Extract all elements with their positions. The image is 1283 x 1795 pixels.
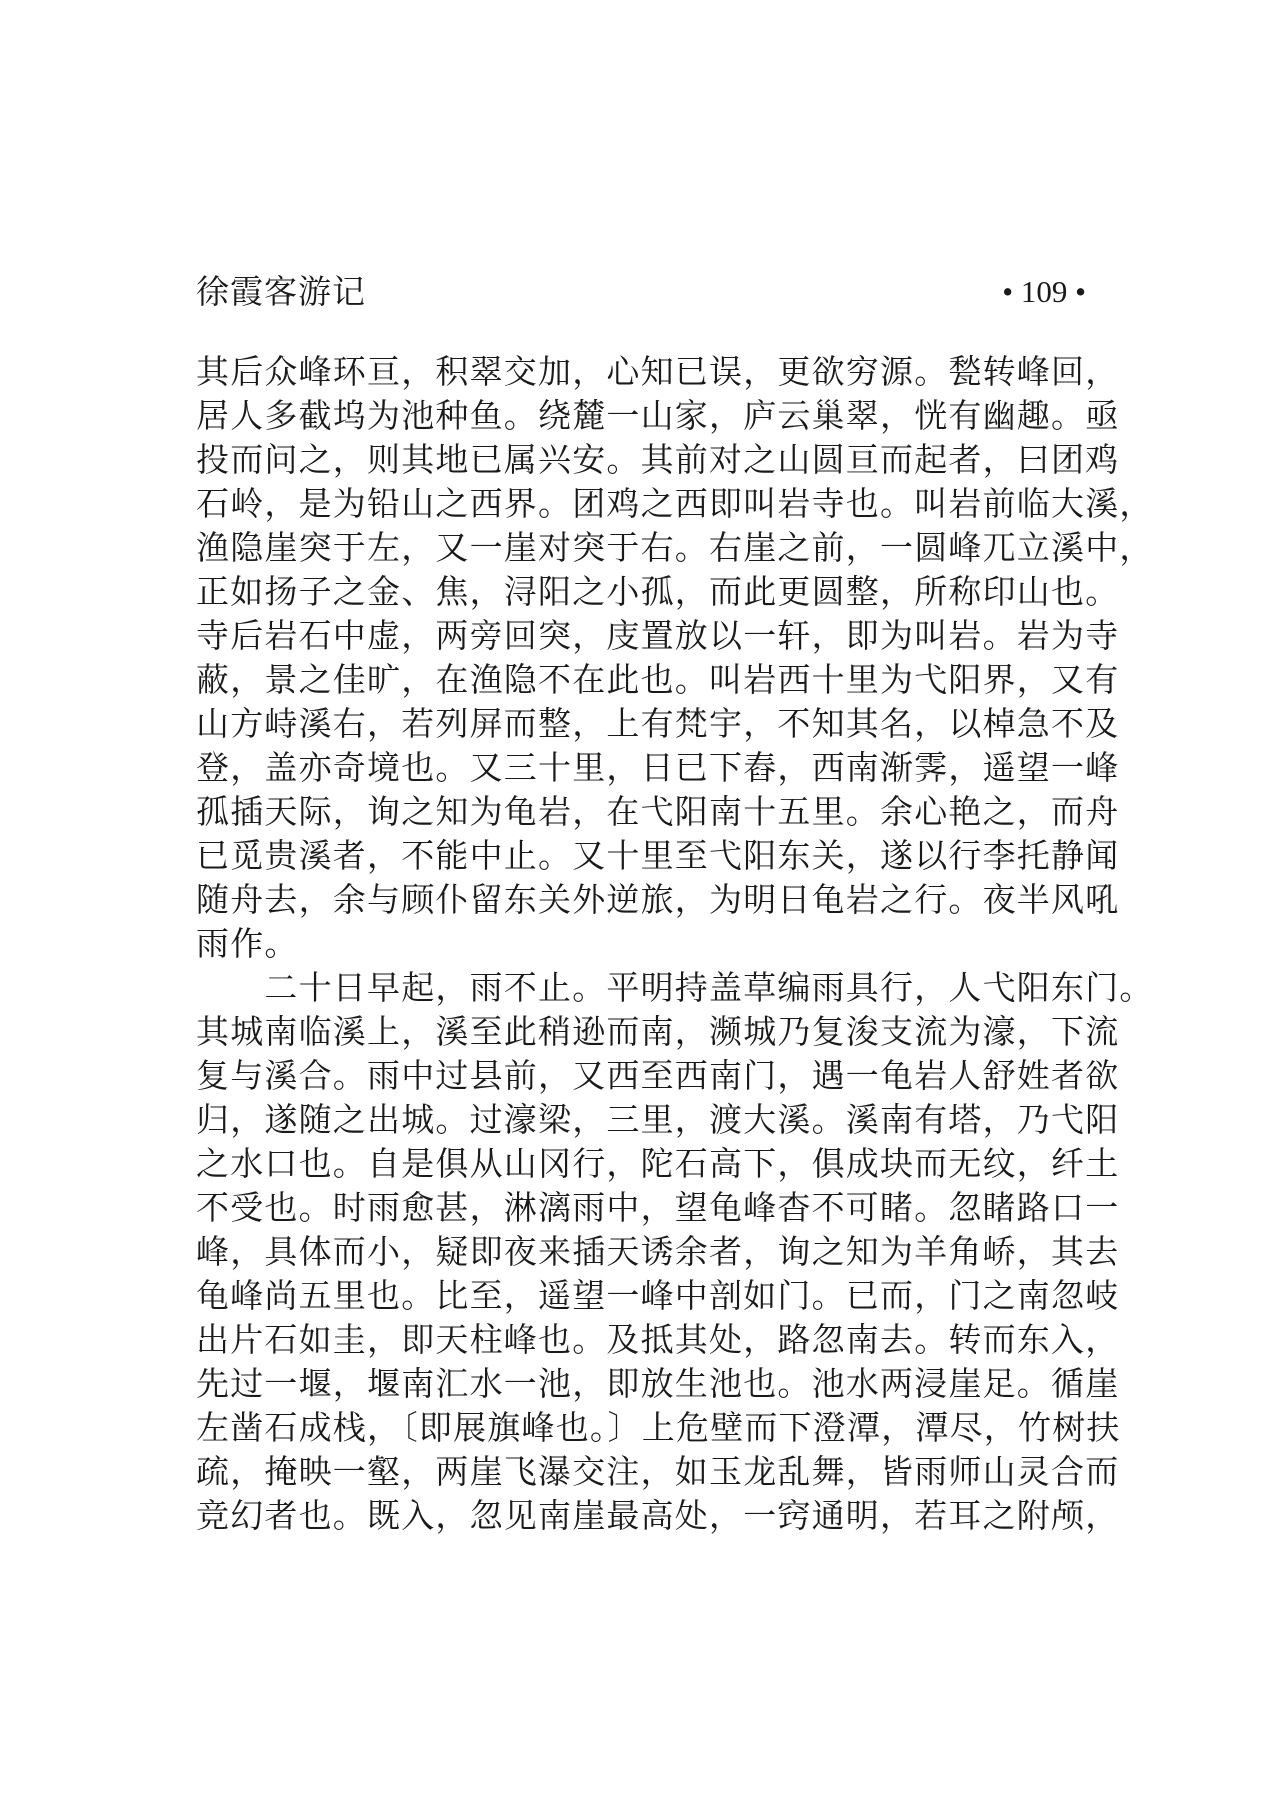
text-body: [196, 350, 1154, 1538]
text-line: 孤插天际，询之知为龟岩，在弋阳南十五里。余心艳之，而舟: [196, 792, 1120, 831]
text-line: 渔隐崖突于左，又一崖对突于右。右崖之前，一圆峰兀立溪中，: [196, 528, 1154, 567]
text-line: 出片石如圭，即天柱峰也。及抵其处，路忽南去。转而东入，: [196, 1320, 1120, 1359]
text-line: 已觅贵溪者，不能中止。又十里至弋阳东关，遂以行李托静闻: [196, 836, 1120, 875]
text-line: 竞幻者也。既入，忽见南崖最高处，一窍通明，若耳之附颅，: [196, 1496, 1120, 1535]
text-line: 随舟去，余与顾仆留东关外逆旅，为明日龟岩之行。夜半风吼: [196, 880, 1120, 919]
book-title: 徐霞客游记: [196, 272, 366, 311]
text-line: 归，遂随之出城。过濠梁，三里，渡大溪。溪南有塔，乃弋阳: [196, 1100, 1120, 1139]
text-line: 山方峙溪右，若列屏而整，上有梵宇，不知其名，以棹急不及: [196, 704, 1120, 743]
text-line: 其城南临溪上，溪至此稍逊而南，濒城乃复浚支流为濠，下流: [196, 1012, 1120, 1051]
text-line: 寺后岩石中虚，两旁回突，庋置放以一轩，即为叫岩。岩为寺: [196, 616, 1120, 655]
text-line: 左凿石成栈，〔即展旗峰也。〕上危壁而下澄潭，潭尽，竹树扶: [196, 1408, 1121, 1447]
text-line: 先过一堰，堰南汇水一池，即放生池也。池水两浸崖足。循崖: [196, 1364, 1120, 1403]
text-line: 龟峰尚五里也。比至，遥望一峰中剖如门。已而，门之南忽岐: [196, 1276, 1120, 1315]
page-header: [196, 268, 1086, 316]
text-line: 其后众峰环亘，积翠交加，心知已误，更欲穷源。甃转峰回，: [196, 352, 1120, 391]
text-line: 峰，具体而小，疑即夜来插天诱余者，询之知为羊角峤，其去: [196, 1232, 1120, 1271]
text-line: 居人多截坞为池种鱼。绕麓一山家，庐云巢翠，恍有幽趣。亟: [196, 396, 1120, 435]
text-line: 石岭，是为铅山之西界。团鸡之西即叫岩寺也。叫岩前临大溪，: [196, 484, 1154, 523]
text-line: 蔽，景之佳旷，在渔隐不在此也。叫岩西十里为弋阳界，又有: [196, 660, 1120, 699]
text-line: 正如扬子之金、焦，浔阳之小孤，而此更圆整，所称印山也。: [196, 572, 1120, 611]
page-number: • 109 •: [1002, 274, 1086, 309]
text-line: 复与溪合。雨中过县前，又西至西南门，遇一龟岩人舒姓者欲: [196, 1056, 1120, 1095]
text-line: 疏，掩映一壑，两崖飞瀑交注，如玉龙乱舞，皆雨师山灵合而: [196, 1452, 1120, 1491]
text-line: 登，盖亦奇境也。又三十里，日已下舂，西南渐霁，遥望一峰: [196, 748, 1120, 787]
text-line: 二十日早起，雨不止。平明持盖草编雨具行，人弋阳东门。: [196, 968, 1154, 1007]
text-line: 雨作。: [196, 924, 299, 963]
text-line: 之水口也。自是俱从山冈行，陀石高下，俱成块而无纹，纤土: [196, 1144, 1120, 1183]
text-line: 不受也。时雨愈甚，淋漓雨中，望龟峰杳不可睹。忽睹路口一: [196, 1188, 1120, 1227]
text-line: 投而问之，则其地已属兴安。其前对之山圆亘而起者，曰团鸡: [196, 440, 1120, 479]
